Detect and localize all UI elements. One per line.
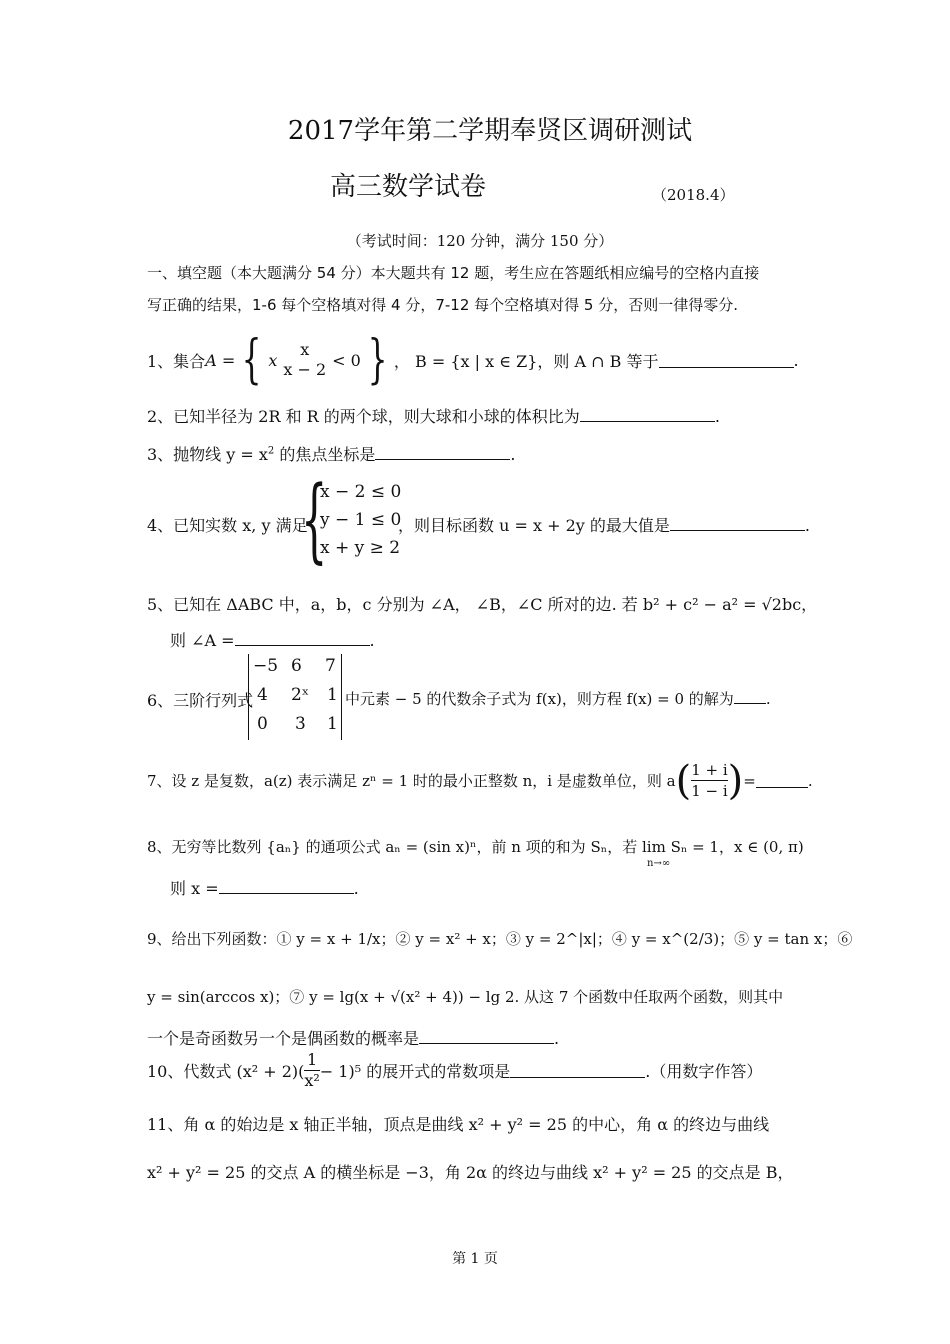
section-instructions-line1: 一、填空题（本大题满分 54 分）本大题共有 12 题，考生应在答题纸相应编号的空格内直接 (147, 264, 760, 282)
q2-end: . (714, 407, 720, 426)
right-paren-icon: ) (727, 757, 744, 804)
q8-lim-sub: n→∞ (647, 858, 671, 869)
exam-title: 2017学年第二学期奉贤区调研测试 (287, 116, 693, 146)
q5-line2-prefix: 则 ∠A = (170, 631, 235, 650)
question-10 (147, 1050, 762, 1091)
q1-den: x − 2 (283, 360, 327, 379)
right-brace-icon: } (367, 330, 388, 390)
question-11-line1: 11、角 α 的始边是 x 轴正半轴，顶点是曲线 x² + y² = 25 的中心，角 α 的终边与曲线 (147, 1115, 770, 1134)
question-5-line2 (170, 628, 375, 651)
left-paren-icon: ( (675, 757, 692, 804)
q4-constraint-2: y − 1 ≤ 0 (320, 510, 402, 530)
q1-num: x (300, 340, 310, 359)
q9-answer-blank (419, 1029, 554, 1044)
q9-end: . (554, 1029, 560, 1048)
det-m33: 1 (327, 714, 338, 734)
q6-determinant (248, 654, 342, 740)
q4-brace-icon: { (301, 466, 328, 573)
q1-answer-blank (659, 353, 794, 368)
q5-answer-blank (235, 631, 370, 646)
q7-answer-blank (756, 773, 808, 788)
q5-end: . (369, 631, 375, 650)
q6-post: 中元素 − 5 的代数余子式为 f(x)，则方程 f(x) = 0 的解为 (345, 690, 734, 708)
question-1 (147, 330, 799, 390)
q10-den: x² (304, 1071, 320, 1090)
q7-fraction (691, 760, 727, 801)
q6-answer-blank (734, 689, 766, 704)
q1-end: . (793, 350, 799, 370)
q4-answer-blank (670, 516, 805, 531)
q10-post: − 1)⁵ 的展开式的常数项是 (319, 1062, 511, 1081)
question-9-line3 (147, 1026, 559, 1049)
q7-num: 1 + i (691, 761, 728, 779)
q4-constraint-1: x − 2 ≤ 0 (320, 482, 402, 502)
q7-end: . (807, 771, 813, 790)
q8-answer-blank (219, 879, 354, 894)
q6-end: . (765, 690, 771, 708)
question-7 (147, 757, 813, 804)
q2-answer-blank (580, 407, 715, 422)
q7-post: = (743, 771, 756, 790)
q10-num: 1 (304, 1050, 319, 1071)
q8-line2-prefix: 则 x = (170, 879, 219, 898)
question-6-prefix: 6、三阶行列式 (147, 691, 254, 710)
det-m11: −5 (253, 656, 279, 676)
q10-prefix: 10、代数式 (x² + 2)( (147, 1062, 305, 1081)
q3-exp: 2 (267, 445, 275, 457)
q1-fraction (283, 340, 326, 380)
question-8-line2 (170, 876, 359, 899)
q7-den: 1 − i (691, 782, 728, 800)
det-m23: 1 (327, 685, 338, 705)
q9-line3-prefix: 一个是奇函数另一个是偶函数的概率是 (147, 1029, 420, 1048)
q1-mid: ， B = {x | x ∈ Z}，则 A ∩ B 等于 (393, 351, 659, 371)
q7-prefix: 7、设 z 是复数，a(z) 表示满足 zⁿ = 1 时的最小正整数 n，i 是虚数单位，则 a (147, 772, 676, 790)
det-m13: 7 (325, 656, 336, 676)
q10-fraction (304, 1050, 319, 1091)
det-m22: 2ˣ (291, 685, 310, 705)
q4-end: . (804, 516, 810, 535)
q4-constraint-system (320, 478, 401, 562)
q2-text: 2、已知半径为 2R 和 R 的两个球，则大球和小球的体积比为 (147, 407, 580, 426)
question-11-line2: x² + y² = 25 的交点 A 的横坐标是 −3，角 2α 的终边与曲线 x² + y² = 25 的交点是 B， (147, 1163, 794, 1182)
question-2 (147, 404, 720, 427)
det-m32: 3 (295, 714, 306, 734)
q10-answer-blank (510, 1063, 645, 1078)
question-3 (147, 442, 515, 465)
question-9-line1: 9、给出下列函数：① y = x + 1/x；② y = x² + x；③ y = 2^|x|；④ y = x^(2/3)；⑤ y = tan x；⑥ (147, 930, 853, 948)
q1-set-a: A = (205, 350, 236, 370)
section-instructions-line2: 写正确的结果，1-6 每个空格填对得 4 分，7-12 每个空格填对得 5 分，否则一律得零分. (147, 296, 739, 314)
exam-subtitle: 高三数学试卷 (330, 172, 487, 202)
q1-var: x (268, 350, 278, 370)
q3-answer-blank (375, 445, 510, 460)
q1-prefix: 1、集合 (147, 351, 206, 371)
q8-end: . (353, 879, 359, 898)
question-4 (147, 513, 308, 536)
q1-cond: < 0 (332, 350, 361, 370)
q4-post: ，则目标函数 u = x + 2y 的最大值是 (398, 516, 670, 535)
question-5-line1: 5、已知在 ΔABC 中，a，b，c 分别为 ∠A， ∠B，∠C 所对的边. 若 b² + c² − a² = √2bc， (147, 595, 818, 614)
page-number: 第 1 页 (452, 1251, 498, 1267)
det-m12: 6 (291, 656, 302, 676)
q10-end: .（用数字作答） (645, 1062, 763, 1081)
exam-date: （2018.4） (652, 186, 735, 204)
det-m21: 4 (257, 685, 268, 705)
det-m31: 0 (257, 714, 268, 734)
question-8-line1: 8、无穷等比数列 {aₙ} 的通项公式 aₙ = (sin x)ⁿ，前 n 项的和为 Sₙ，若 lim Sₙ = 1，x ∈ (0, π) (147, 838, 804, 856)
q4-constraint-3: x + y ≥ 2 (320, 538, 401, 558)
q4-tail (398, 513, 810, 536)
q3-prefix: 3、抛物线 y = x (147, 445, 268, 464)
q6-tail (345, 688, 771, 709)
q3-end: . (510, 445, 516, 464)
q4-prefix: 4、已知实数 x, y 满足 (147, 516, 308, 535)
exam-info: （考试时间：120 分钟，满分 150 分） (346, 232, 614, 250)
q3-post: 的焦点坐标是 (274, 445, 376, 464)
question-9-line2: y = sin(arccos x)；⑦ y = lg(x + √(x² + 4)) − lg 2. 从这 7 个函数中任取两个函数，则其中 (147, 988, 784, 1006)
left-brace-icon: { (241, 330, 262, 390)
